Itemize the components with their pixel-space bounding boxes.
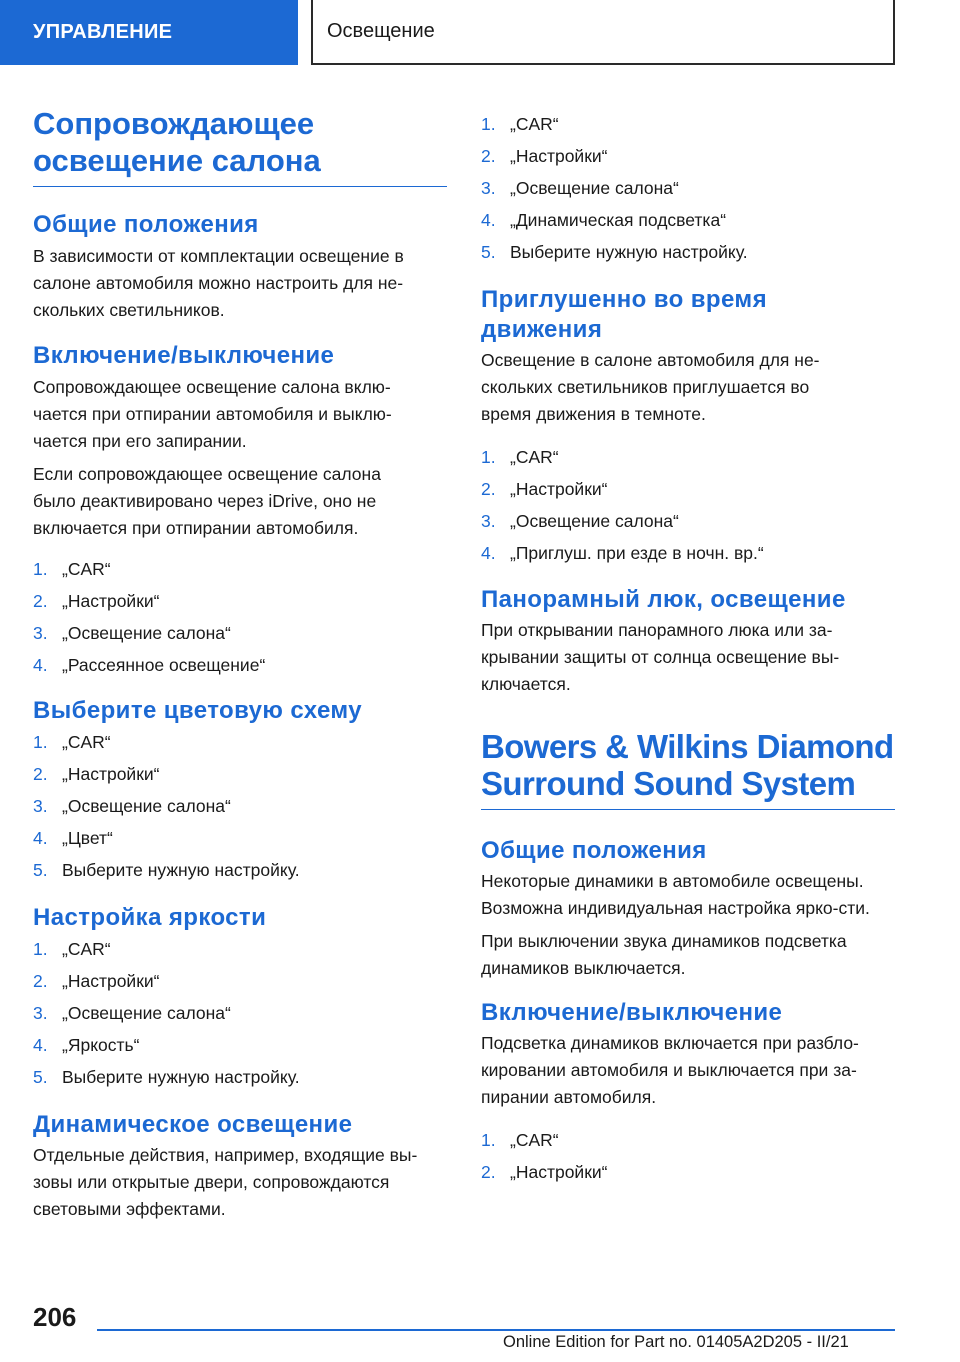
dynamic-heading: Динамическое освещение	[33, 1111, 353, 1138]
list-item: 5. Выберите нужную настройку.	[481, 242, 748, 262]
list-item: 2. „Настройки“	[481, 479, 608, 499]
bw-title: Bowers & Wilkins Diamond Surround Sound System	[481, 728, 895, 810]
brightness-steps	[33, 933, 447, 1093]
bw-onoff-heading: Включение/выключение	[481, 999, 783, 1026]
list-item: 4. „Цвет“	[33, 828, 113, 848]
right-column	[481, 108, 895, 1188]
bw-general-heading: Общие положения	[481, 837, 707, 864]
color-heading: Выберите цветовую схему	[33, 697, 362, 724]
onoff-steps	[33, 553, 447, 681]
sunroof-text: При открывании панорамного люка или за-крывании защиты от солнца освещение вы-ключается.	[481, 620, 840, 694]
list-item: 3. „Освещение салона“	[481, 511, 679, 531]
list-item: 2. „Настройки“	[33, 971, 160, 991]
list-item: 4. „Рассеянное освещение“	[33, 655, 266, 675]
brightness-heading: Настройка яркости	[33, 904, 267, 931]
page-title: Сопровождающее освещение салона	[33, 105, 447, 187]
dimmed-steps	[481, 441, 895, 569]
onoff-text-2: Если сопровождающее освещение салона было деактивировано через iDrive, оно не включается при отпирании автомобиля.	[33, 464, 381, 538]
sunroof-heading: Панорамный люк, освещение	[481, 586, 846, 613]
list-item: 5. Выберите нужную настройку.	[33, 860, 300, 880]
section-tab	[0, 0, 298, 65]
list-item: 3. „Освещение салона“	[33, 623, 231, 643]
general-heading: Общие положения	[33, 211, 259, 238]
list-item: 3. „Освещение салона“	[33, 1003, 231, 1023]
list-item: 4. „Динамическая подсветка“	[481, 210, 727, 230]
list-item: 2. „Настройки“	[33, 764, 160, 784]
list-item: 1. „CAR“	[33, 939, 111, 959]
list-item: 1. „CAR“	[33, 732, 111, 752]
onoff-text-1: Сопровождающее освещение салона вклю-чается при отпирании автомобиля и выклю-чается при его запирании.	[33, 377, 392, 451]
dynamic-text: Отдельные действия, например, входящие вы-зовы или открытые двери, сопровождаются световыми эффектами.	[33, 1145, 418, 1219]
list-item: 4. „Яркость“	[33, 1035, 140, 1055]
chapter-label: Освещение	[327, 20, 435, 42]
list-item: 2. „Настройки“	[481, 1162, 608, 1182]
bw-general-text-2: При выключении звука динамиков подсветка динамиков выключается.	[481, 931, 847, 978]
left-column	[33, 105, 447, 1223]
color-steps	[33, 726, 447, 886]
bw-onoff-text: Подсветка динамиков включается при разбло-кировании автомобиля и выключается при за-пирании автомобиля.	[481, 1033, 859, 1107]
dimmed-heading: Приглушенно во время движения	[481, 286, 767, 343]
chapter-tab	[311, 0, 895, 65]
general-text: В зависимости от комплектации освещение в салоне автомобиля можно настроить для не-скольких светильников.	[33, 246, 404, 320]
section-label: УПРАВЛЕНИЕ	[33, 21, 173, 43]
onoff-heading: Включение/выключение	[33, 342, 335, 369]
list-item: 4. „Приглуш. при езде в ночн. вр.“	[481, 543, 764, 563]
list-item: 1. „CAR“	[481, 114, 559, 134]
bw-general-text-1: Некоторые динамики в автомобиле освещены. Возможна индивидуальная настройка ярко-сти.	[481, 871, 870, 918]
list-item: 2. „Настройки“	[481, 146, 608, 166]
bw-onoff-steps	[481, 1124, 895, 1188]
page-number: 206	[33, 1302, 77, 1332]
list-item: 1. „CAR“	[481, 1130, 559, 1150]
list-item: 1. „CAR“	[33, 559, 111, 579]
dynamic-steps	[481, 108, 895, 268]
list-item: 3. „Освещение салона“	[33, 796, 231, 816]
edition-label: Online Edition for Part no. 01405A2D205 - II/21	[503, 1333, 849, 1351]
list-item: 1. „CAR“	[481, 447, 559, 467]
list-item: 3. „Освещение салона“	[481, 178, 679, 198]
footer-divider	[97, 1329, 895, 1331]
list-item: 5. Выберите нужную настройку.	[33, 1067, 300, 1087]
dimmed-text: Освещение в салоне автомобиля для не-скольких светильников приглушается во время движения в темноте.	[481, 350, 820, 424]
list-item: 2. „Настройки“	[33, 591, 160, 611]
